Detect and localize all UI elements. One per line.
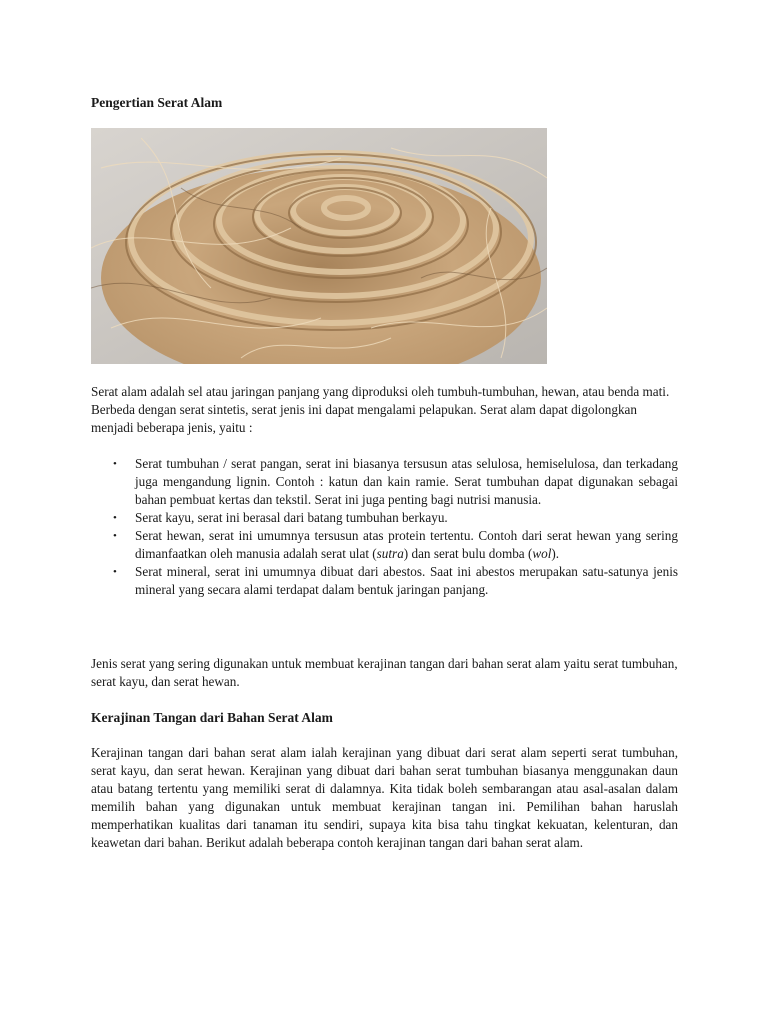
list-item [91, 563, 678, 599]
list-item-text-part: ). [551, 546, 560, 561]
list-item-text-part: Serat hewan, serat ini umumnya tersusun atas protein tertentu. Contoh dari serat hewan yang sering dimanfaatkan oleh manusia adalah serat ulat ( [135, 528, 678, 561]
bullet-icon: • [113, 512, 117, 524]
closing-paragraph: Jenis serat yang sering digunakan untuk membuat kerajinan tangan dari bahan serat alam yaitu serat tumbuhan, serat kayu, dan serat hewan. [91, 656, 678, 689]
fiber-roll-illustration [91, 128, 547, 364]
list-item-text: Serat mineral, serat ini umumnya dibuat dari abestos. Saat ini abestos merupakan satu-satunya jenis mineral yang secara alami terdapat dalam bentuk jaringan panjang. [135, 564, 678, 597]
list-item [91, 527, 678, 563]
list-item [91, 455, 678, 509]
italic-term-sutra: sutra [376, 546, 404, 561]
intro-paragraph: Serat alam adalah sel atau jaringan panjang yang diproduksi oleh tumbuh-tumbuhan, hewan, atau benda mati. Berbeda dengan serat sintetis, serat jenis ini dapat mengalami pelapukan. Serat alam dapat digolongkan menjadi beberapa jenis, yaitu : [91, 384, 670, 435]
kerajinan-paragraph: Kerajinan tangan dari bahan serat alam ialah kerajinan yang dibuat dari serat alam seperti serat tumbuhan, serat kayu, dan serat hewan. Kerajinan yang dibuat dari bahan serat tumbuhan biasanya menggunakan daun atau batang tertentu yang memiliki serat di dalamnya. Kita tidak boleh sembarangan atau asal-asalan dalam memilih bahan yang digunakan untuk membuat kerajinan tangan ini. Pemilihan bahan haruslah memperhatikan kualitas dari tanaman itu sendiri, supaya kita bisa tahu tingkat kekuatan, kelenturan, dan keawetan dari bahan. Berikut adalah beberapa contoh kerajinan tangan dari bahan serat alam. [91, 745, 678, 850]
bullet-icon: • [113, 530, 117, 542]
natural-fiber-photo [91, 128, 547, 364]
list-item-text: Serat tumbuhan / serat pangan, serat ini biasanya tersusun atas selulosa, hemiselulosa, dan terkadang juga mengandung lignin. Contoh : katun dan kain ramie. Serat tumbuhan dapat digunakan sebagai bahan pembuat kertas dan tekstil. Serat ini juga penting bagi nutrisi manusia. [135, 456, 678, 507]
bullet-icon: • [113, 566, 117, 578]
list-item [91, 509, 678, 527]
italic-term-wol: wol [532, 546, 552, 561]
fiber-types-list [91, 455, 678, 599]
list-item-text-part: ) dan serat bulu domba ( [403, 546, 533, 561]
list-item-text [135, 528, 678, 561]
section-title-pengertian: Pengertian Serat Alam [91, 95, 223, 110]
bullet-icon: • [113, 458, 117, 470]
section-title-kerajinan: Kerajinan Tangan dari Bahan Serat Alam [91, 710, 333, 725]
list-item-text: Serat kayu, serat ini berasal dari batang tumbuhan berkayu. [135, 510, 448, 525]
